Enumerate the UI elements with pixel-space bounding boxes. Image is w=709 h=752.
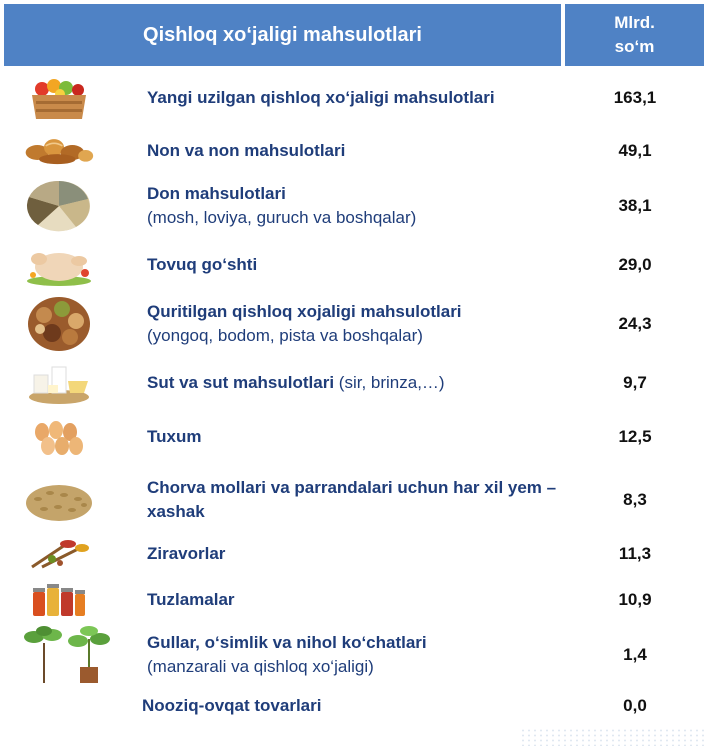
row-value: 163,1 (613, 88, 657, 107)
table-row (0, 128, 709, 174)
pickles-icon (24, 580, 94, 620)
chicken-icon (24, 242, 94, 288)
decorative-dots (520, 728, 705, 746)
table-row (0, 178, 709, 234)
grains-icon (24, 178, 94, 234)
row-sublabel: (manzarali va qishloq xo‘jaligi) (147, 657, 374, 676)
table-header (4, 4, 704, 66)
row-value: 12,5 (618, 427, 652, 446)
row-value: 10,9 (618, 590, 652, 609)
row-value: 38,1 (618, 196, 652, 215)
table-row (0, 72, 709, 124)
row-label: Gullar, o‘simlik va nihol ko‘chatlari (147, 633, 427, 652)
row-value: 8,3 (623, 490, 647, 509)
row-value: 9,7 (623, 373, 647, 392)
row-value: 0,0 (623, 696, 647, 715)
row-label: Tuxum (147, 427, 202, 446)
row-value: 29,0 (618, 255, 652, 274)
dairy-icon (24, 358, 94, 408)
row-sublabel: (sir, brinza,…) (338, 373, 445, 392)
header-unit: Mlrd. so‘m (565, 4, 704, 66)
row-label: Quritilgan qishloq xojaligi mahsulotlari (147, 302, 462, 321)
row-value: 11,3 (618, 544, 652, 563)
row-label: Don mahsulotlari (147, 184, 286, 203)
table-row (0, 358, 709, 408)
eggs-icon (24, 414, 94, 460)
table-row (0, 472, 709, 528)
row-sublabel: (mosh, loviya, guruch va boshqalar) (147, 208, 417, 227)
seedlings-icon (18, 624, 118, 686)
bread-icon (24, 128, 94, 172)
row-label: Chorva mollari va parrandalari uchun har xil yem – xashak (147, 478, 557, 521)
feed-pellets-icon (24, 474, 94, 526)
row-value: 1,4 (623, 645, 647, 664)
row-label: Sut va sut mahsulotlari (147, 373, 335, 392)
row-label: Tuzlamalar (147, 590, 235, 609)
row-sublabel: (yongoq, bodom, pista va boshqalar) (147, 326, 423, 345)
row-label: Tovuq go‘shti (147, 255, 258, 274)
table-row (0, 690, 709, 722)
row-value: 49,1 (618, 141, 652, 160)
table-row (0, 240, 709, 290)
table-row (0, 532, 709, 576)
spices-icon (24, 534, 94, 574)
header-title: Qishloq xo‘jaligi mahsulotlari (4, 4, 561, 66)
row-label: Nooziq-ovqat tovarlari (142, 696, 322, 715)
row-label: Yangi uzilgan qishloq xo‘jaligi mahsulotlari (147, 88, 495, 107)
table-row (0, 294, 709, 354)
table-row (0, 578, 709, 622)
row-label: Non va non mahsulotlari (147, 141, 346, 160)
nuts-icon (24, 294, 94, 354)
row-label: Ziravorlar (147, 544, 226, 563)
vegetable-crate-icon (24, 74, 94, 124)
table-row (0, 412, 709, 462)
row-value: 24,3 (618, 314, 652, 333)
table-row (0, 624, 709, 686)
